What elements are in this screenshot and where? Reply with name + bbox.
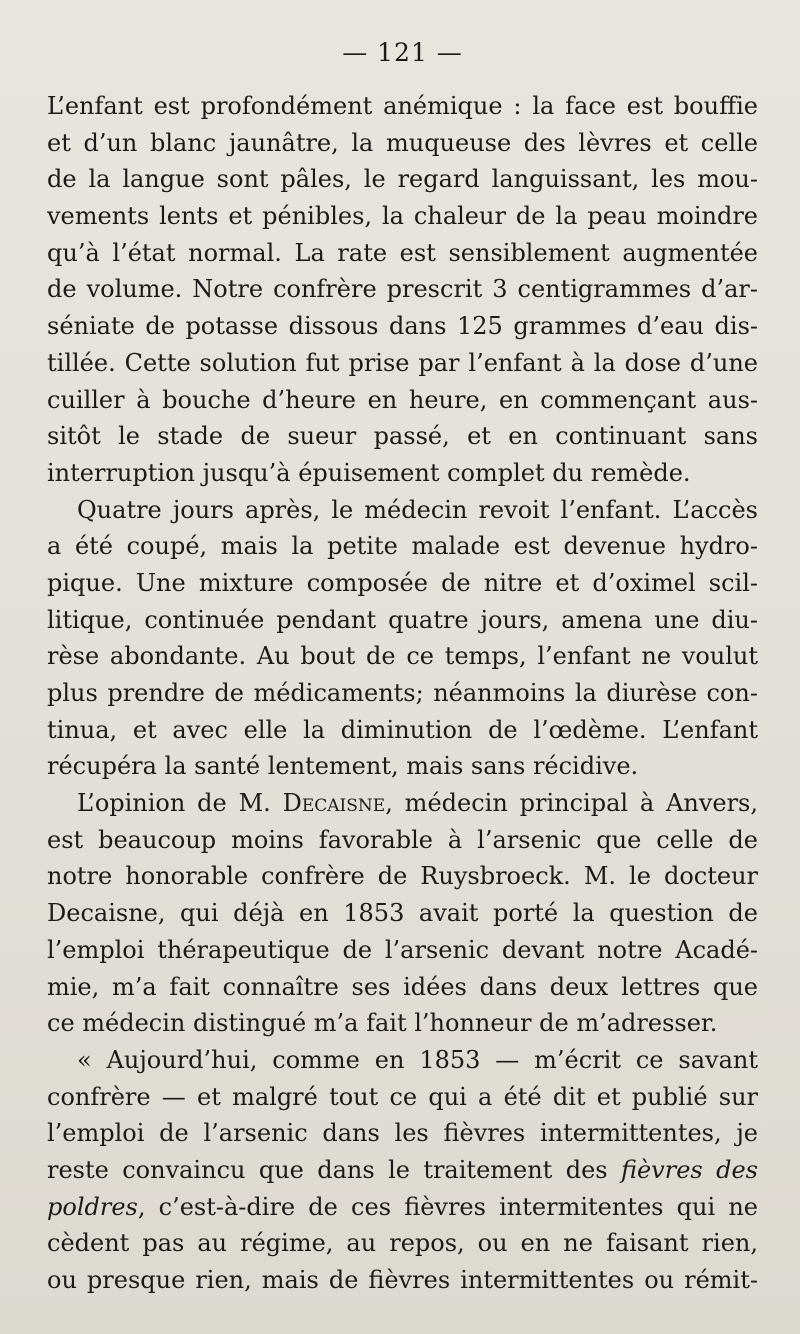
author-name-small-caps: Decaisne	[282, 789, 386, 818]
text-line: et d’un blanc jaunâtre, la muqueuse des lèvres et celle	[47, 128, 758, 157]
text-line: tillée. Cette solution fut prise par l’enfant à la dose d’une	[47, 348, 758, 377]
italic-term: fièvres des	[620, 1155, 758, 1184]
text-line: confrère — et malgré tout ce qui a été dit et publié sur	[47, 1082, 758, 1111]
text-line: de volume. Notre confrère prescrit 3 centigrammes d’ar-	[47, 275, 758, 304]
text-line: sitôt le stade de sueur passé, et en continuant sans	[47, 422, 758, 451]
text-line: interruption jusqu’à épuisement complet du remède.	[47, 458, 691, 487]
text-line: cuiller à bouche d’heure en heure, en commençant aus-	[47, 385, 758, 414]
text-line: vements lents et pénibles, la chaleur de la peau moindre	[47, 202, 758, 231]
text-run: , médecin principal à Anvers,	[385, 789, 758, 818]
text-run: , c’est-à-dire de ces fièvres intermitentes qui ne	[137, 1192, 758, 1221]
text-line: tinua, et avec elle la diminution de l’œdème. L’enfant	[47, 715, 758, 744]
paragraph-start-line: Quatre jours après, le médecin revoit l’enfant. L’accès	[77, 495, 758, 524]
text-line: de la langue sont pâles, le regard languissant, les mou-	[47, 165, 758, 194]
text-line	[47, 1152, 758, 1189]
italic-term: poldres	[47, 1192, 138, 1221]
text-line: est beaucoup moins favorable à l’arsenic que celle de	[47, 825, 758, 854]
body-text	[47, 88, 758, 1299]
paragraph-start-line	[47, 785, 758, 822]
text-line: séniate de potasse dissous dans 125 grammes d’eau dis-	[47, 312, 758, 341]
text-line: récupéra la santé lentement, mais sans récidive.	[47, 752, 639, 781]
text-line: l’emploi thérapeutique de l’arsenic devant notre Acadé-	[47, 935, 758, 964]
text-line: ce médecin distingué m’a fait l’honneur de m’adresser.	[47, 1009, 718, 1038]
text-run: reste convaincu que dans le traitement des	[47, 1155, 621, 1184]
paragraph-start-line: « Aujourd’hui, comme en 1853 — m’écrit ce savant	[77, 1045, 758, 1074]
page-number: — 121 —	[342, 38, 463, 67]
text-line: pique. Une mixture composée de nitre et d’oximel scil-	[47, 568, 758, 597]
text-line: rèse abondante. Au bout de ce temps, l’enfant ne voulut	[47, 642, 758, 671]
text-line	[47, 1189, 758, 1226]
text-line: l’emploi de l’arsenic dans les fièvres intermittentes, je	[47, 1119, 758, 1148]
text-line: cèdent pas au régime, au repos, ou en ne faisant rien,	[47, 1229, 758, 1258]
text-line: notre honorable confrère de Ruysbroeck. M. le docteur	[47, 862, 758, 891]
text-run: L’opinion de M.	[77, 789, 283, 818]
text-line: plus prendre de médicaments; néanmoins la diurèse con-	[47, 679, 758, 707]
text-line: litique, continuée pendant quatre jours, amena une diu-	[47, 605, 758, 634]
text-line: Decaisne, qui déjà en 1853 avait porté la question de	[47, 899, 758, 928]
text-line: a été coupé, mais la petite malade est devenue hydro-	[47, 532, 758, 561]
text-line: qu’à l’état normal. La rate est sensiblement augmentée	[47, 238, 758, 267]
text-line: ou presque rien, mais de fièvres intermittentes ou rémit-	[47, 1266, 758, 1294]
text-line: L’enfant est profondément anémique : la face est bouffie	[47, 92, 758, 120]
text-line: mie, m’a fait connaître ses idées dans deux lettres que	[47, 972, 758, 1001]
